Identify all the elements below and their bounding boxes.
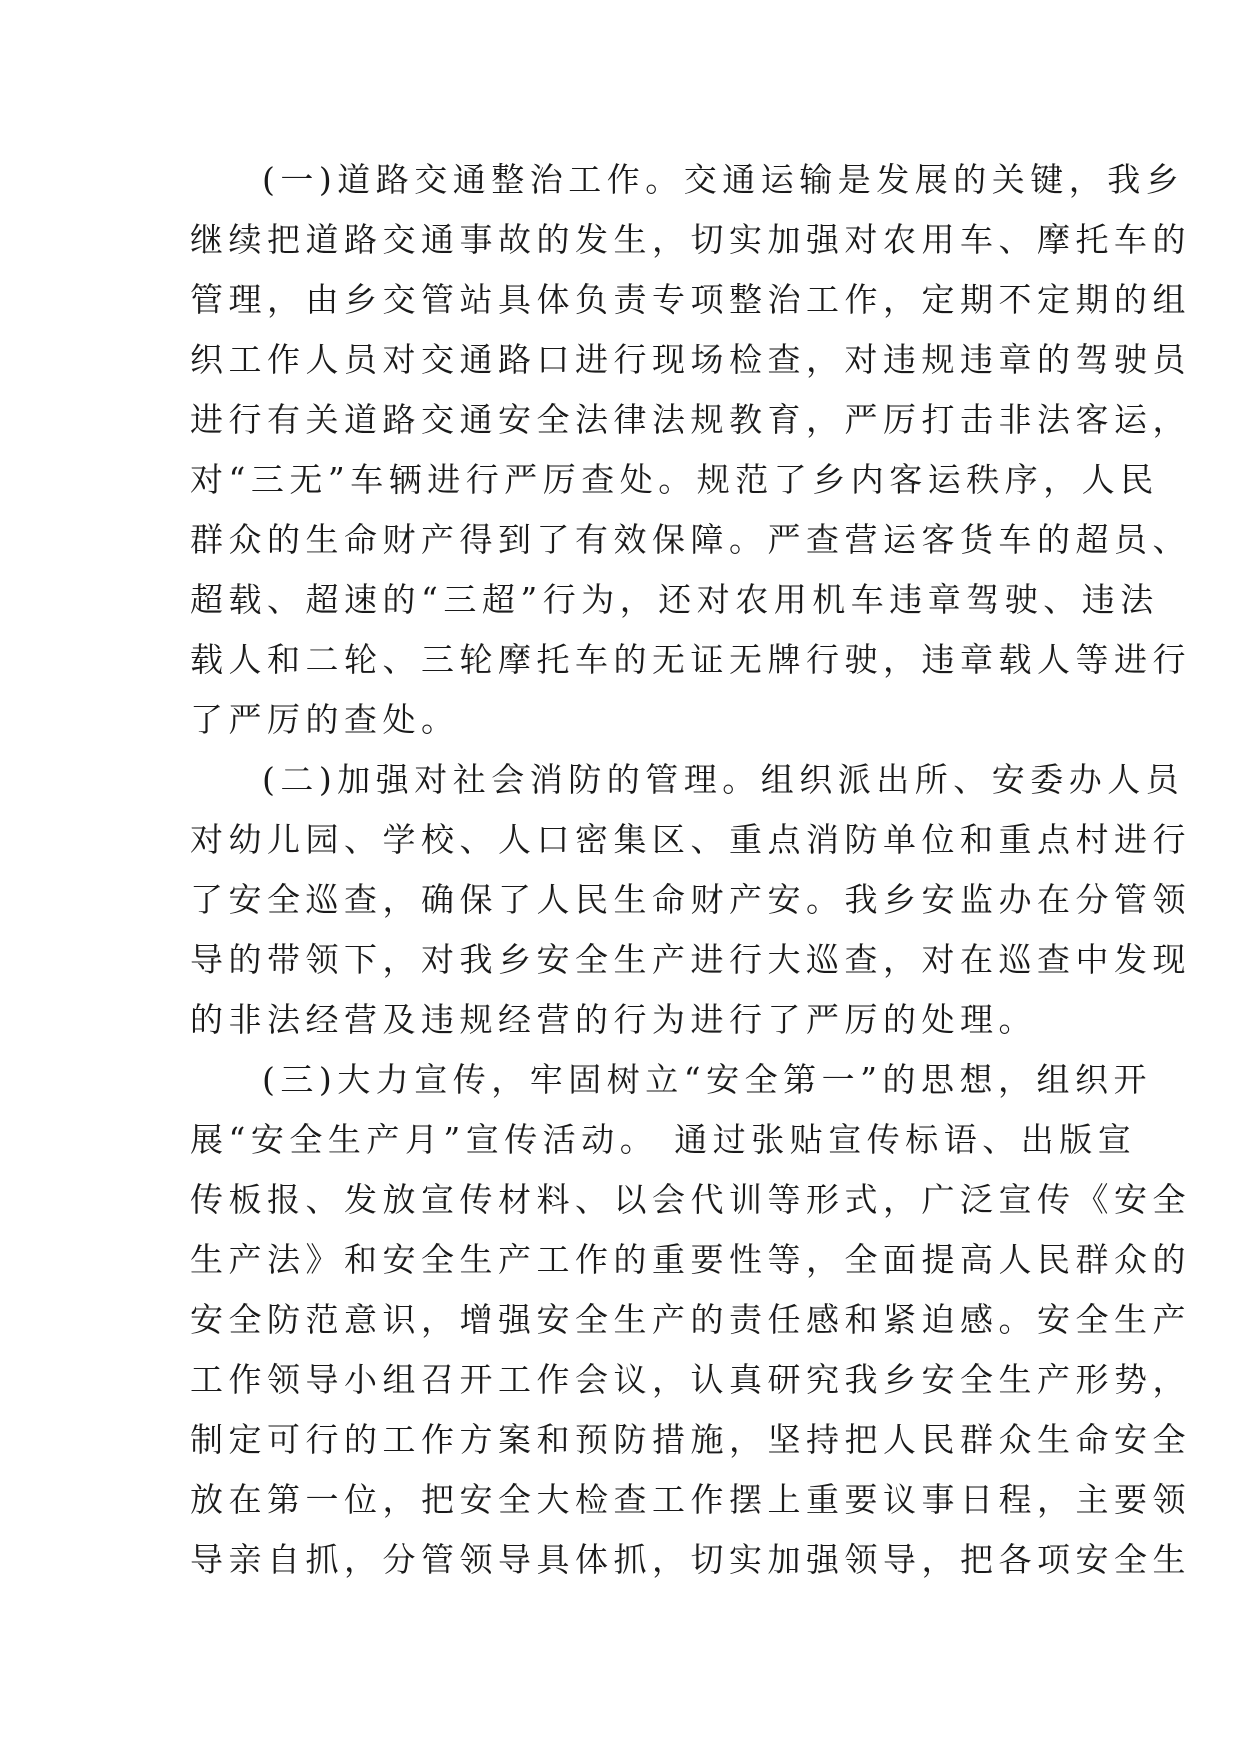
paragraph-line: 导的带领下，对我乡安全生产进行大巡查，对在巡查中发现 [190,940,1191,979]
paragraph-section-3 [190,1050,1191,1590]
paragraph-line: 安全防范意识，增强安全生产的责任感和紧迫感。安全生产 [190,1300,1191,1339]
paragraph-line: 放在第一位，把安全大检查工作摆上重要议事日程，主要领 [190,1480,1191,1519]
paragraph-line: 工作领导小组召开工作会议，认真研究我乡安全生产形势， [190,1360,1191,1399]
paragraph-line: 了安全巡查，确保了人民生命财产安。我乡安监办在分管领 [190,880,1191,919]
paragraph-line: 继续把道路交通事故的发生，切实加强对农用车、摩托车的 [190,220,1191,259]
paragraph-line: 超载、超速的“三超”行为，还对农用机车违章驾驶、违法 [190,580,1159,619]
paragraph-line: 导亲自抓，分管领导具体抓，切实加强领导，把各项安全生 [190,1540,1191,1579]
paragraph-line: 对“三无”车辆进行严厉查处。规范了乡内客运秩序，人民 [190,460,1159,499]
paragraph-line: 进行有关道路交通安全法律法规教育，严厉打击非法客运， [190,400,1191,439]
paragraph-line: (二)加强对社会消防的管理。组织派出所、安委办人员 [262,760,1185,799]
paragraph-line: (一)道路交通整治工作。交通运输是发展的关键，我乡 [262,160,1185,199]
paragraph-line: 群众的生命财产得到了有效保障。严查营运客货车的超员、 [190,520,1191,559]
paragraph-section-1 [190,150,1191,750]
paragraph-line: 织工作人员对交通路口进行现场检查，对违规违章的驾驶员 [190,340,1191,379]
paragraph-line: 的非法经营及违规经营的行为进行了严厉的处理。 [190,1000,1037,1039]
paragraph-line: 传板报、发放宣传材料、以会代训等形式，广泛宣传《安全 [190,1180,1191,1219]
paragraph-line: 了严厉的查处。 [190,700,460,739]
paragraph-section-2 [190,750,1191,1050]
paragraph-line: 载人和二轮、三轮摩托车的无证无牌行驶，违章载人等进行 [190,640,1191,679]
paragraph-line: 管理，由乡交管站具体负责专项整治工作，定期不定期的组 [190,280,1191,319]
paragraph-line: (三)大力宣传，牢固树立“安全第一”的思想，组织开 [262,1060,1152,1099]
paragraph-line: 对幼儿园、学校、人口密集区、重点消防单位和重点村进行 [190,820,1191,859]
paragraph-line: 制定可行的工作方案和预防措施，坚持把人民群众生命安全 [190,1420,1191,1459]
paragraph-line: 生产法》和安全生产工作的重要性等，全面提高人民群众的 [190,1240,1191,1279]
document-body [190,150,1191,1590]
paragraph-line: 展“安全生产月”宣传活动。 通过张贴宣传标语、出版宣 [190,1120,1137,1159]
